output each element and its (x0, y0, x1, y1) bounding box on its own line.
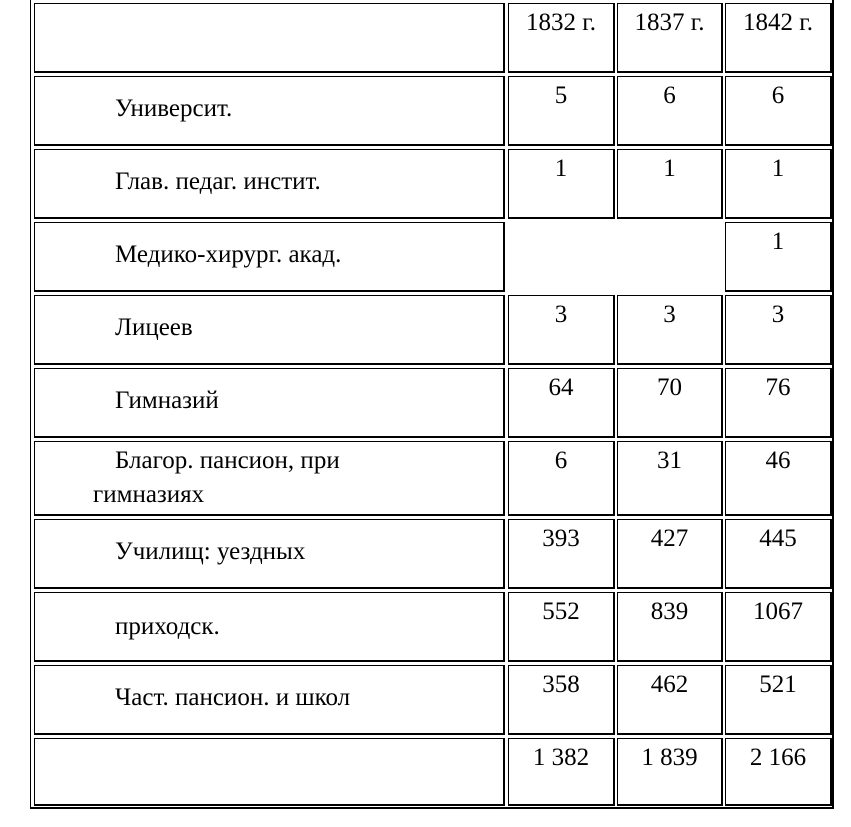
value-cell (725, 368, 832, 438)
row-label: Благор. пансион, при гимназиях (93, 447, 340, 508)
value: 76 (765, 374, 791, 401)
value-cell (508, 368, 615, 438)
value-cell (617, 149, 723, 219)
row-label-cell (34, 592, 505, 662)
value-cell (617, 76, 723, 146)
row-label: приходск. (115, 613, 220, 640)
value-cell (725, 519, 832, 589)
total-cell (508, 738, 615, 806)
statistics-table (30, 0, 834, 809)
value-cell (508, 295, 615, 365)
value: 3 (771, 301, 785, 328)
row-label: Лицеев (115, 314, 193, 341)
value-cell (617, 592, 723, 662)
year-label: 1832 г. (526, 9, 596, 36)
value: 6 (663, 82, 676, 109)
value-cell (725, 592, 832, 662)
row-label-cell (34, 368, 505, 438)
value-cell (617, 295, 723, 365)
value: 1 (663, 155, 676, 182)
value: 445 (759, 525, 797, 552)
row-label-cell (34, 76, 505, 146)
value-cell (508, 519, 615, 589)
row-label-cell (34, 295, 505, 365)
row-label: Училищ: уездных (115, 538, 306, 565)
total-cell (617, 738, 723, 806)
value: 70 (657, 374, 682, 401)
value: 1067 (753, 598, 803, 625)
year-label: 1837 г. (634, 9, 705, 36)
value-cell (725, 149, 832, 219)
value: 1 (771, 155, 785, 182)
value: 462 (650, 671, 689, 698)
value-cell (617, 519, 723, 589)
row-label-cell (34, 149, 505, 219)
value-cell (508, 149, 615, 219)
value: 552 (542, 598, 580, 625)
header-label-cell (34, 3, 505, 73)
value: 64 (548, 374, 574, 401)
value: 358 (542, 671, 580, 698)
row-label: Медико-хирург. акад. (115, 241, 342, 268)
value: 393 (542, 525, 580, 552)
value: 5 (554, 82, 568, 109)
value: 521 (759, 671, 797, 698)
value: 3 (554, 301, 568, 328)
row-label-cell (34, 222, 505, 292)
value: 1 (554, 155, 568, 182)
total-value: 1 839 (641, 744, 698, 771)
row-label: Част. пансион. и школ (115, 684, 351, 711)
row-label-cell (34, 665, 505, 735)
row-label: Глав. педаг. инстит. (115, 168, 321, 195)
total-value: 1 382 (532, 744, 590, 771)
value-cell (725, 295, 832, 365)
row-label-cell (34, 519, 505, 589)
header-year-cell (617, 3, 723, 73)
total-value: 2 166 (749, 744, 807, 771)
row-label-cell (34, 441, 505, 516)
value-cell (617, 665, 723, 735)
header-year-cell (508, 3, 615, 73)
value: 6 (771, 82, 785, 109)
value: 31 (657, 447, 682, 474)
total-cell (725, 738, 832, 806)
year-label: 1842 г. (743, 9, 813, 36)
totals-label-cell (34, 738, 505, 806)
value: 839 (650, 598, 689, 625)
value: 3 (663, 301, 676, 328)
value-cell (508, 441, 615, 516)
header-year-cell (725, 3, 832, 73)
value: 46 (765, 447, 791, 474)
value-cell (725, 76, 832, 146)
row-label: Гимназий (115, 387, 219, 414)
value: 6 (554, 447, 568, 474)
value: 1 (771, 228, 785, 255)
value-cell (725, 665, 832, 735)
value: 427 (650, 525, 689, 552)
row-label: Университ. (115, 95, 233, 122)
value-cell (508, 76, 615, 146)
value-cell (617, 441, 723, 516)
value-cell (617, 368, 723, 438)
value-cell (508, 665, 615, 735)
value-cell (508, 592, 615, 662)
value-cell (725, 222, 832, 292)
value-cell (725, 441, 832, 516)
